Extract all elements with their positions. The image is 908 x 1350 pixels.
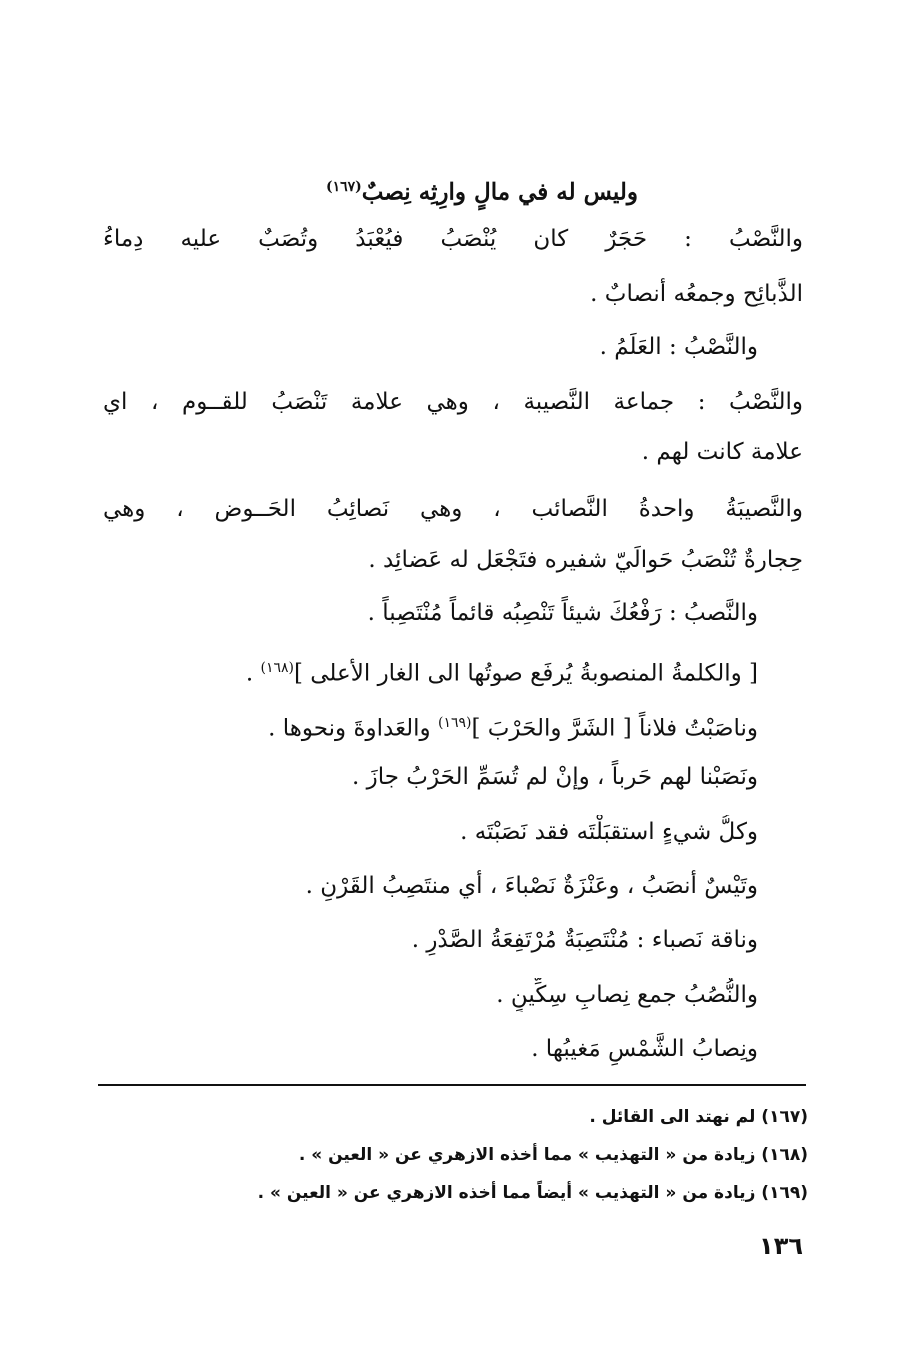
footnote-text: زيادة من « التهذيب » مما أخذه الازهري عن « العين » .	[298, 1145, 756, 1165]
verse-note-ref: (١٦٧)	[325, 179, 362, 195]
body-line-12: وكلُّ شيءٍ استقبَلْتَه فقد نَصَبْتَه .	[460, 819, 758, 845]
body-line-13: وتَيْسٌ أنصَبُ ، وعَنْزَةٌ نَصْباءَ ، أي منتَصِبُ القَرْنِ .	[305, 873, 758, 899]
body-line-9-tail: .	[245, 660, 254, 687]
footnote-number: (١٦٧)	[761, 1107, 808, 1127]
body-line-11: ونَصَبْنا لهم حَرباً ، وإنْ لم تُسَمِّ الحَرْبُ جازَ .	[352, 764, 758, 790]
body-line-10-text: وناصَبْتُ فلاناً [ الشَرَّ والحَرْبَ ]	[471, 715, 758, 742]
verse-text: وليس له في مالٍ وارِثِه نِصبٌ	[361, 178, 638, 206]
footnote-divider	[98, 1084, 806, 1086]
page-number: ١٣٦	[759, 1232, 803, 1260]
body-line-9	[103, 651, 758, 691]
footnote-167	[589, 1104, 808, 1130]
body-line-9-text: [ والكلمةُ المنصوبةُ يُرفَع صوتُها الى الغار الأعلى ]	[293, 660, 758, 687]
footnote-168	[299, 1142, 808, 1168]
body-line-10-tail: والعَداوةَ ونحوها .	[268, 715, 431, 742]
body-line-14: وناقة نَصباء : مُنْتَصِبَةٌ مُرْتَفِعَةُ الصَّدْرِ .	[411, 927, 758, 953]
note-ref-169: (١٦٩)	[437, 715, 472, 731]
footnote-text: لم نهتد الى القائل .	[589, 1107, 756, 1127]
footnote-number: (١٦٩)	[761, 1183, 808, 1203]
verse-line	[326, 170, 638, 210]
body-line-10	[103, 706, 758, 746]
footnote-text: زيادة من « التهذيب » أيضاً مما أخذه الازهري عن « العين » .	[257, 1183, 756, 1203]
body-line-2: الذَّبائِح وجمعُه أنصابٌ .	[590, 281, 803, 307]
body-line-3: والنَّصْبُ : العَلَمُ .	[599, 334, 758, 360]
footnote-169	[258, 1180, 808, 1206]
body-line-4: والنَّصْبُ : جماعة النَّصيبة ، وهي علامة تَنْصَبُ للقــوم ، اي	[103, 389, 803, 415]
body-line-15: والنُّصُبُ جمع نِصابِ سِكِّينٍ .	[496, 982, 758, 1008]
note-ref-168: (١٦٨)	[260, 660, 294, 676]
body-line-16: ونِصابُ الشَّمْسِ مَغيبُها .	[531, 1036, 758, 1062]
body-line-6: والنَّصيبَةُ واحدةُ النَّصائب ، وهي نَصائِبُ الحَــوض ، وهي	[103, 496, 803, 522]
body-line-5: علامة كانت لهم .	[641, 439, 803, 465]
footnote-number: (١٦٨)	[761, 1145, 808, 1165]
body-line-7: حِجارةٌ تُنْصَبُ حَوالَيّ شفيره فتَجْعَل له عَضائِد .	[368, 547, 803, 573]
body-line-1: والنَّصْبُ : حَجَرٌ كان يُنْصَبُ فيُعْبَدُ وتُصَبٌ عليه دِماءُ	[103, 226, 803, 252]
body-line-8: والنَّصبُ : رَفْعُكَ شيئاً تَنْصِبُه قائماً مُنْتَصِباً .	[367, 600, 758, 626]
